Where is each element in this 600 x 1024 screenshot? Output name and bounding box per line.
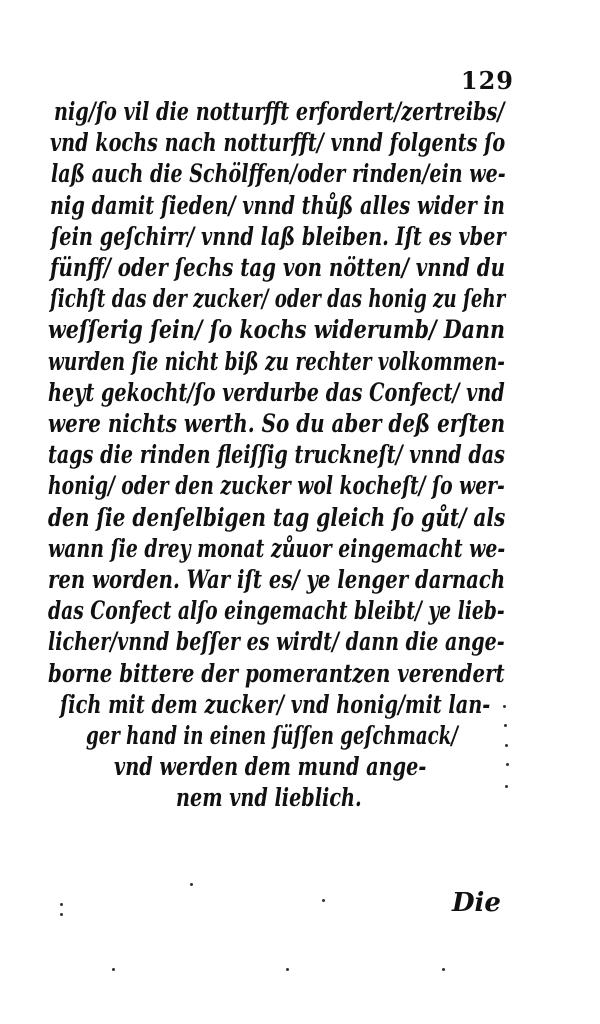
catchword: Die xyxy=(452,888,501,918)
text-line: nig/ſo vil die notturfft erfordert/zertreibs/ xyxy=(54,97,505,126)
text-line: weſſerig ſein/ ſo kochs widerumb/ Dann xyxy=(48,315,505,345)
ink-speck xyxy=(506,763,509,766)
ink-speck xyxy=(503,705,506,708)
text-line: ſein geſchirr/ vnnd laß bleiben. Iſt es vber xyxy=(51,221,506,251)
ink-speck xyxy=(322,899,325,902)
text-line: wann ſie drey monat zůuor eingemacht we- xyxy=(48,533,506,563)
text-line: wurden ſie nicht biß zu rechter volkommen- xyxy=(48,346,505,376)
text-line: borne bittere der pomerantzen verendert xyxy=(48,658,505,688)
text-line: honig/ oder den zucker wol kocheſt/ ſo wer- xyxy=(48,471,505,501)
text-line: licher/vnnd beſſer es wirdt/ dann die ange- xyxy=(48,627,505,657)
text-line: ſichſt das der zucker/ oder das honig zu ſehr xyxy=(50,284,506,314)
text-line: vnd kochs nach notturfft/ vnnd folgents ſo xyxy=(50,128,506,158)
text-line: fünff/ oder ſechs tag von nötten/ vnnd du xyxy=(50,253,505,282)
text-line: das Confect alſo eingemacht bleibt/ ye lieb- xyxy=(48,596,505,626)
page-number: 129 xyxy=(460,66,514,95)
ink-speck xyxy=(505,744,508,747)
text-line: heyt gekocht/ſo verdurbe das Confect/ vnd xyxy=(48,377,505,407)
text-line: nem vnd lieblich. xyxy=(176,783,362,813)
text-line: laß auch die Schölffen/oder rinden/ein we- xyxy=(51,159,506,189)
text-line: ren worden. War iſt es/ ye lenger darnach xyxy=(48,565,506,594)
ink-speck xyxy=(505,785,508,788)
ink-speck xyxy=(190,883,193,886)
text-line: den ſie denſelbigen tag gleich ſo gůt/ als xyxy=(48,502,506,532)
text-line: ſich mit dem zucker/ vnd honig/mit lan- xyxy=(60,689,491,719)
ink-speck xyxy=(286,968,289,971)
ink-speck xyxy=(442,968,445,971)
text-line: ger hand in einen ſüſſen geſchmack/ xyxy=(86,721,458,750)
text-line: nig damit ſieden/ vnnd thůß alles wider in xyxy=(50,190,505,220)
ink-speck xyxy=(504,724,507,727)
text-line: vnd werden dem mund ange- xyxy=(114,752,427,782)
text-line: were nichts werth. So du aber deß erſten xyxy=(48,409,506,438)
ink-speck xyxy=(60,903,63,906)
ink-speck xyxy=(112,968,115,971)
text-line: tags die rinden fleiſſig truckneſt/ vnnd das xyxy=(48,440,505,470)
ink-speck xyxy=(60,913,63,916)
